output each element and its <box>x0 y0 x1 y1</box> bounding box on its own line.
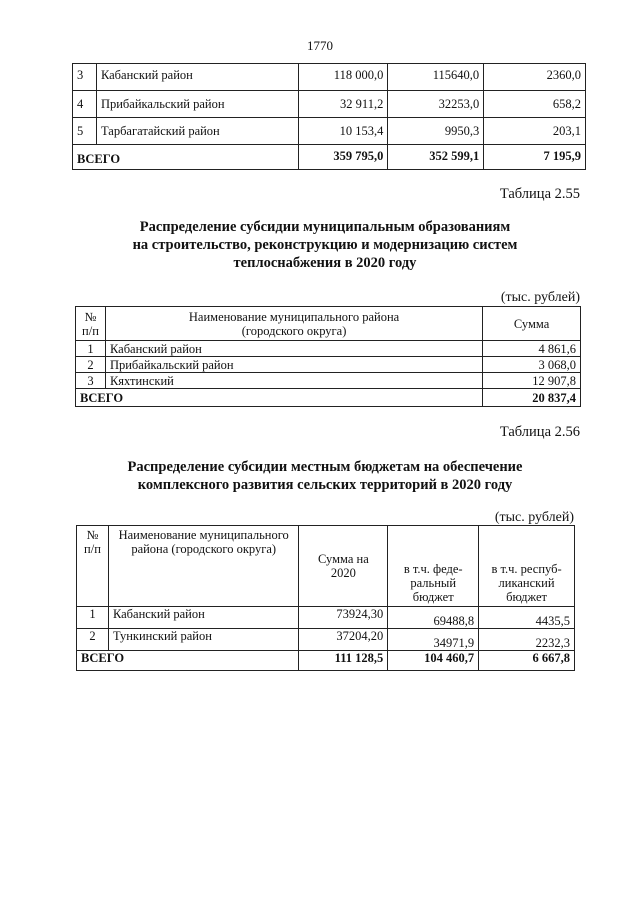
district-name: Тарбагатайский район <box>96 118 298 145</box>
table-row <box>73 91 586 118</box>
district-name: Кабанский район <box>108 607 299 629</box>
table-row <box>76 341 581 357</box>
table-header <box>77 526 575 607</box>
total-value: 20 837,4 <box>483 389 581 407</box>
row-number: 5 <box>73 118 97 145</box>
header-name: Наименование муниципального района (городского округа) <box>108 526 299 607</box>
header-num: № п/п <box>76 307 106 341</box>
total-value: 359 795,0 <box>298 145 388 170</box>
total-row <box>76 389 581 407</box>
header-num: № п/п <box>77 526 109 607</box>
republic-value: 4435,5 <box>479 607 575 629</box>
total-value: 111 128,5 <box>299 651 388 671</box>
district-name: Кабанский район <box>96 64 298 91</box>
district-name: Кяхтинский <box>105 373 482 389</box>
sum-value: 73924,30 <box>299 607 388 629</box>
table-2-55 <box>75 306 581 407</box>
total-republic: 6 667,8 <box>479 651 575 671</box>
district-name: Прибайкальский район <box>105 357 482 373</box>
table-title <box>100 218 550 272</box>
total-row <box>73 145 586 170</box>
republic-value: 2232,3 <box>479 629 575 651</box>
total-federal: 352 599,1 <box>388 145 484 170</box>
row-number: 2 <box>76 357 106 373</box>
federal-value: 69488,8 <box>388 607 479 629</box>
sum-value: 12 907,8 <box>483 373 581 389</box>
value-federal: 32253,0 <box>388 91 484 118</box>
value-republic: 2360,0 <box>484 64 586 91</box>
total-row <box>77 651 575 671</box>
header-federal: в т.ч. феде- ральный бюджет <box>388 526 479 607</box>
table-label: Таблица 2.55 <box>499 186 580 202</box>
row-number: 3 <box>73 64 97 91</box>
federal-value: 34971,9 <box>388 629 479 651</box>
table-continued <box>72 63 586 170</box>
value-republic: 203,1 <box>484 118 586 145</box>
row-number: 1 <box>77 607 109 629</box>
row-number: 3 <box>76 373 106 389</box>
header-republic: в т.ч. респуб- ликанский бюджет <box>479 526 575 607</box>
row-number: 1 <box>76 341 106 357</box>
total-label: ВСЕГО <box>73 145 299 170</box>
value-total: 10 153,4 <box>298 118 388 145</box>
title-line: теплоснабжения в 2020 году <box>233 255 417 271</box>
page-number: 1770 <box>307 38 333 53</box>
value-total: 118 000,0 <box>298 64 388 91</box>
sum-value: 37204,20 <box>299 629 388 651</box>
value-federal: 9950,3 <box>388 118 484 145</box>
value-federal: 115640,0 <box>388 64 484 91</box>
district-name: Кабанский район <box>105 341 482 357</box>
row-number: 2 <box>77 629 109 651</box>
units-label: (тыс. рублей) <box>500 290 580 305</box>
total-republic: 7 195,9 <box>484 145 586 170</box>
table-header <box>76 307 581 341</box>
title-line: Распределение субсидии местным бюджетам на обеспечение <box>127 459 523 475</box>
total-label: ВСЕГО <box>77 651 299 671</box>
district-name: Прибайкальский район <box>96 91 298 118</box>
table-label: Таблица 2.56 <box>499 424 580 440</box>
table-row <box>76 357 581 373</box>
table-row <box>77 629 575 651</box>
table-row <box>76 373 581 389</box>
table-row <box>73 64 586 91</box>
header-sum: Сумма на 2020 <box>299 526 388 607</box>
header-sum: Сумма <box>483 307 581 341</box>
district-name: Тункинский район <box>108 629 299 651</box>
value-republic: 658,2 <box>484 91 586 118</box>
sum-value: 4 861,6 <box>483 341 581 357</box>
row-number: 4 <box>73 91 97 118</box>
total-federal: 104 460,7 <box>388 651 479 671</box>
header-name: Наименование муниципального района (городского округа) <box>105 307 482 341</box>
table-2-56 <box>76 525 575 671</box>
title-line: на строительство, реконструкцию и модернизацию систем <box>132 237 518 253</box>
title-line: комплексного развития сельских территорий в 2020 году <box>137 477 513 493</box>
units-label: (тыс. рублей) <box>494 510 574 525</box>
table-row <box>77 607 575 629</box>
total-label: ВСЕГО <box>76 389 483 407</box>
value-total: 32 911,2 <box>298 91 388 118</box>
table-row <box>73 118 586 145</box>
sum-value: 3 068,0 <box>483 357 581 373</box>
table-title <box>90 458 560 494</box>
title-line: Распределение субсидии муниципальным образованиям <box>139 219 511 235</box>
